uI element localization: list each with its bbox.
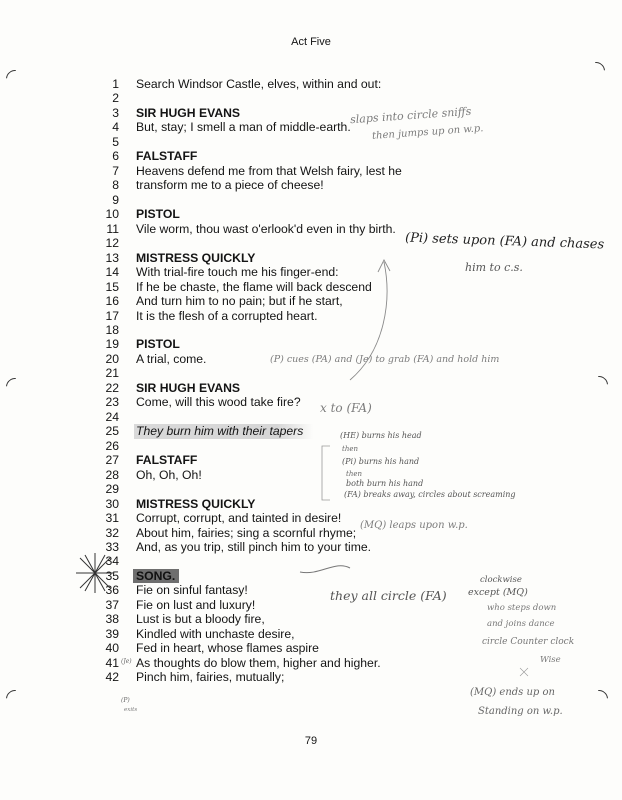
annotation-note: who steps down bbox=[487, 603, 557, 613]
line-number: 22 bbox=[105, 380, 119, 395]
line-number: 13 bbox=[105, 250, 119, 265]
line-text: If he be chaste, the flame will back descend bbox=[136, 279, 372, 294]
page-number: 79 bbox=[304, 735, 318, 747]
line-number: 12 bbox=[105, 236, 119, 251]
script-line bbox=[103, 294, 443, 308]
line-number: 23 bbox=[105, 395, 119, 410]
line-text: SONG. bbox=[133, 569, 179, 583]
annotation-note: (P) cues (PA) and (Je) to grab (FA) and hold him bbox=[270, 354, 500, 365]
line-number: 42 bbox=[105, 670, 119, 685]
page-header: Act Five bbox=[291, 36, 331, 48]
line-text: And, as you trip, still pinch him to your time. bbox=[136, 540, 372, 554]
script-line bbox=[103, 439, 443, 453]
annotation-note: Wise bbox=[540, 655, 561, 665]
line-number: 5 bbox=[112, 134, 119, 149]
line-text: PISTOL bbox=[136, 337, 180, 352]
line-number: 6 bbox=[112, 149, 119, 164]
script-line bbox=[103, 395, 443, 409]
line-number: 14 bbox=[105, 265, 119, 280]
binder-hole-mark bbox=[586, 372, 611, 397]
annotation-note: (FA) breaks away, circles about screaming bbox=[344, 490, 516, 499]
script-line bbox=[103, 265, 443, 279]
annotation-note: then bbox=[346, 470, 362, 478]
line-text: SIR HUGH EVANS bbox=[136, 105, 241, 120]
line-number: 27 bbox=[105, 453, 119, 468]
line-number: 26 bbox=[105, 438, 119, 453]
script-line bbox=[103, 410, 443, 424]
line-number: 40 bbox=[105, 641, 119, 656]
annotation-note: (MQ) ends up on bbox=[470, 687, 555, 698]
annotation-note: then bbox=[342, 445, 358, 453]
annotation-note: both burn his hand bbox=[346, 479, 424, 488]
script-line bbox=[103, 612, 443, 626]
line-text: Heavens defend me from that Welsh fairy, lest he bbox=[136, 163, 402, 178]
script-line bbox=[103, 554, 443, 568]
line-text: They burn him with their tapers bbox=[134, 424, 313, 438]
line-text: About him, fairies; sing a scornful rhyme; bbox=[136, 525, 357, 540]
script-line bbox=[103, 193, 443, 207]
line-text: Search Windsor Castle, elves, within and out: bbox=[136, 77, 382, 91]
script-line bbox=[103, 641, 443, 655]
line-number: 41 bbox=[105, 655, 119, 670]
annotation-note: exits bbox=[124, 707, 138, 713]
pencil-small-arrow bbox=[520, 668, 528, 676]
line-text: But, stay; I smell a man of middle-earth. bbox=[136, 120, 351, 135]
line-number: 18 bbox=[105, 322, 119, 337]
annotation-note: (Pi) burns his hand bbox=[342, 457, 420, 466]
line-text: FALSTAFF bbox=[136, 149, 198, 164]
binder-hole-mark bbox=[2, 686, 27, 711]
script-line bbox=[103, 323, 443, 337]
line-text: SIR HUGH EVANS bbox=[136, 380, 241, 395]
script-line bbox=[103, 164, 443, 178]
line-number: 4 bbox=[112, 120, 119, 135]
line-number: 39 bbox=[105, 626, 119, 641]
line-number: 21 bbox=[105, 366, 119, 381]
line-text: A trial, come. bbox=[136, 351, 207, 366]
annotation-note: circle Counter clock bbox=[482, 637, 575, 647]
line-number: 36 bbox=[105, 583, 119, 598]
script-line bbox=[103, 656, 443, 670]
line-number: 7 bbox=[112, 163, 119, 178]
annotation-note: they all circle (FA) bbox=[330, 588, 447, 603]
line-number: 16 bbox=[105, 294, 119, 309]
line-text: FALSTAFF bbox=[136, 453, 198, 468]
annotation-note: clockwise bbox=[480, 575, 522, 585]
line-text: Vile worm, thou wast o'erlook'd even in thy birth. bbox=[136, 221, 396, 236]
script-line bbox=[103, 77, 443, 91]
line-text: Kindled with unchaste desire, bbox=[136, 626, 295, 641]
line-text: Come, will this wood take fire? bbox=[136, 395, 301, 410]
line-text: As thoughts do blow them, higher and higher. bbox=[136, 655, 381, 670]
line-number: 17 bbox=[105, 308, 119, 323]
line-number: 30 bbox=[105, 496, 119, 511]
line-text: Lust is but a bloody fire, bbox=[136, 612, 265, 627]
annotation-note: then jumps up on w.p. bbox=[371, 123, 484, 142]
binder-hole-mark bbox=[583, 58, 608, 83]
line-number: 29 bbox=[105, 482, 119, 497]
line-text: It is the flesh of a corrupted heart. bbox=[136, 308, 318, 323]
line-number: 25 bbox=[105, 424, 119, 439]
line-number: 37 bbox=[105, 597, 119, 612]
line-number: 10 bbox=[105, 207, 119, 222]
annotation-note: x to (FA) bbox=[320, 401, 372, 415]
line-number: 34 bbox=[105, 554, 119, 569]
line-number: 9 bbox=[112, 192, 119, 207]
annotation-note: (MQ) leaps upon w.p. bbox=[360, 520, 468, 531]
script-line bbox=[103, 670, 443, 684]
script-line bbox=[103, 627, 443, 641]
annotation-note: him to c.s. bbox=[465, 261, 523, 274]
speaker-line bbox=[103, 337, 443, 351]
line-number: 28 bbox=[105, 467, 119, 482]
line-number: 31 bbox=[105, 511, 119, 526]
binder-hole-mark bbox=[2, 374, 27, 399]
script-line bbox=[103, 178, 443, 192]
annotation-note: (Pi) sets upon (FA) and chases bbox=[404, 230, 605, 253]
script-line bbox=[103, 280, 443, 294]
annotation-note: (HE) burns his head bbox=[340, 431, 422, 440]
line-text: PISTOL bbox=[136, 207, 180, 222]
line-number: 11 bbox=[106, 221, 119, 236]
line-text: transform me to a piece of cheese! bbox=[136, 178, 324, 193]
speaker-line bbox=[103, 251, 443, 265]
line-number: 2 bbox=[112, 91, 119, 106]
line-text: MISTRESS QUICKLY bbox=[136, 496, 256, 511]
line-text: Pinch him, fairies, mutually; bbox=[136, 670, 285, 685]
speaker-line bbox=[103, 381, 443, 395]
line-number: 38 bbox=[105, 612, 119, 627]
binder-hole-mark bbox=[586, 686, 611, 711]
line-number: 33 bbox=[105, 540, 119, 554]
line-number: 20 bbox=[105, 351, 119, 366]
song-heading-line bbox=[103, 569, 443, 583]
line-number: 8 bbox=[112, 178, 119, 193]
speaker-line bbox=[103, 207, 443, 221]
line-text: And turn him to no pain; but if he start, bbox=[136, 294, 343, 309]
script-line bbox=[103, 540, 443, 554]
line-text: Oh, Oh, Oh! bbox=[136, 467, 202, 482]
script-line bbox=[103, 236, 443, 250]
line-number: 24 bbox=[105, 409, 119, 424]
annotation-note: (P) bbox=[121, 697, 130, 704]
speaker-line bbox=[103, 149, 443, 163]
line-number: 32 bbox=[105, 525, 119, 540]
annotation-note: except (MQ) bbox=[468, 587, 528, 598]
script-line bbox=[103, 309, 443, 323]
line-text: Corrupt, corrupt, and tainted in desire! bbox=[136, 511, 342, 526]
line-text: With trial-fire touch me his finger-end: bbox=[136, 265, 339, 280]
annotation-note: Standing on w.p. bbox=[478, 706, 563, 717]
line-text: MISTRESS QUICKLY bbox=[136, 250, 256, 265]
script-line bbox=[103, 222, 443, 236]
annotation-note: (Je) bbox=[121, 658, 132, 665]
annotation-note: slaps into circle sniffs bbox=[349, 104, 472, 127]
line-text: Fed in heart, whose flames aspire bbox=[136, 641, 319, 656]
line-number: 3 bbox=[112, 105, 119, 120]
binder-hole-mark bbox=[2, 66, 27, 91]
annotation-note: and joins dance bbox=[487, 619, 555, 629]
line-number: 1 bbox=[112, 77, 119, 91]
line-number: 35 bbox=[105, 568, 119, 583]
line-number: 15 bbox=[105, 279, 119, 294]
line-text: Fie on sinful fantasy! bbox=[136, 583, 248, 598]
script-line bbox=[103, 91, 443, 105]
line-text: Fie on lust and luxury! bbox=[136, 597, 256, 612]
line-number: 19 bbox=[105, 337, 119, 352]
script-line bbox=[103, 366, 443, 380]
